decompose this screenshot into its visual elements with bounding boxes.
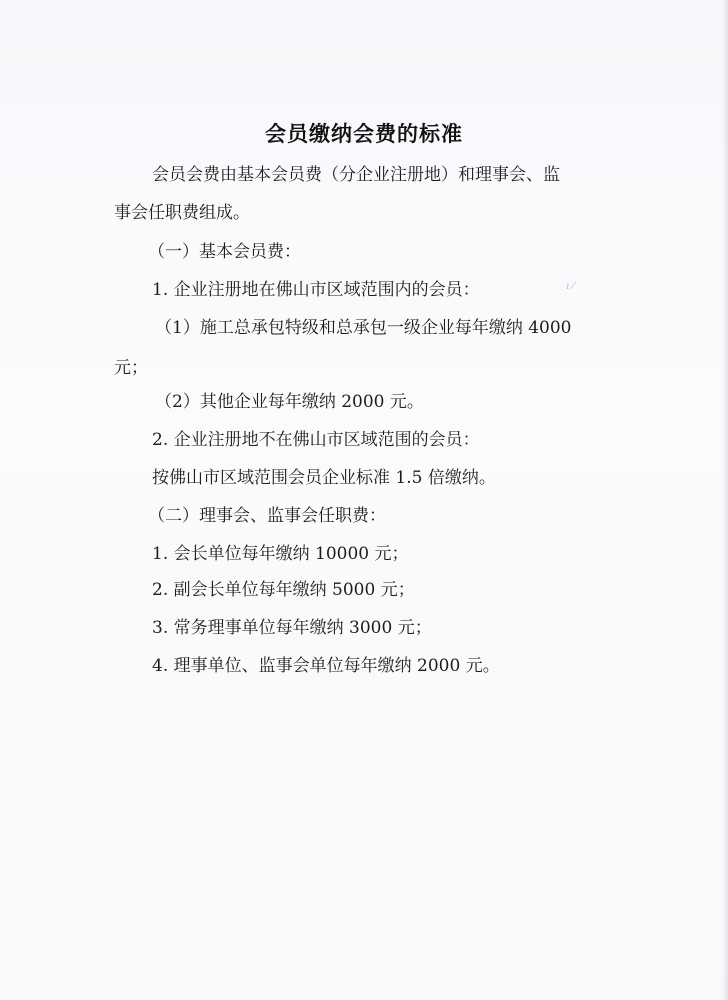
section-heading-basic-fee: （一）基本会员费：: [148, 242, 301, 262]
document-title: 会员缴纳会费的标准: [265, 122, 463, 146]
body-line-14: 4. 理事单位、监事会单位每年缴纳 2000 元。: [152, 656, 500, 676]
scan-edge-shadow: [722, 0, 728, 1000]
body-line-12: 2. 副会长单位每年缴纳 5000 元；: [152, 580, 415, 600]
body-line-5: （1）施工总承包特级和总承包一级企业每年缴纳 4000: [155, 318, 572, 338]
pencil-scribble-mark: ı ⁄: [566, 281, 575, 292]
body-line-8: 2. 企业注册地不在佛山市区域范围的会员：: [152, 430, 480, 450]
body-line-6: 元；: [114, 358, 148, 378]
body-line-13: 3. 常务理事单位每年缴纳 3000 元；: [152, 618, 432, 638]
body-line-2: 事会任职费组成。: [114, 203, 250, 223]
body-line-7: （2）其他企业每年缴纳 2000 元。: [155, 392, 424, 412]
body-line-4: 1. 企业注册地在佛山市区域范围内的会员：: [152, 280, 480, 300]
body-line-11: 1. 会长单位每年缴纳 10000 元；: [152, 544, 409, 564]
body-line-1: 会员会费由基本会员费（分企业注册地）和理事会、监: [152, 165, 560, 185]
section-heading-office-fee: （二）理事会、监事会任职费：: [148, 506, 386, 526]
body-line-9: 按佛山市区域范围会员企业标准 1.5 倍缴纳。: [152, 468, 496, 488]
